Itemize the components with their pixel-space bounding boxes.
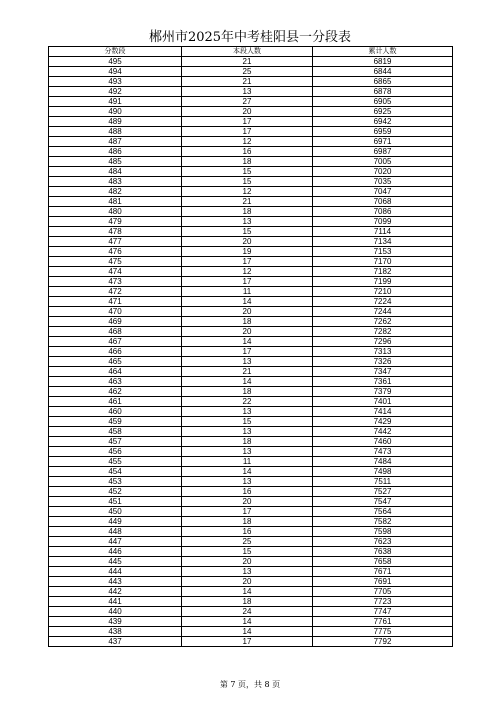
cell-score: 492 — [49, 87, 182, 97]
cell-cumulative-count: 7484 — [313, 457, 453, 467]
cell-cumulative-count: 7792 — [313, 637, 453, 647]
cell-cumulative-count: 6819 — [313, 57, 453, 67]
cell-cumulative-count: 7379 — [313, 387, 453, 397]
cell-score: 438 — [49, 627, 182, 637]
table-row — [49, 317, 453, 327]
cell-segment-count: 20 — [182, 327, 313, 337]
cell-score: 462 — [49, 387, 182, 397]
cell-score: 451 — [49, 497, 182, 507]
cell-score: 441 — [49, 597, 182, 607]
cell-segment-count: 25 — [182, 537, 313, 547]
cell-score: 448 — [49, 527, 182, 537]
cell-score: 461 — [49, 397, 182, 407]
table-row — [49, 587, 453, 597]
cell-segment-count: 14 — [182, 467, 313, 477]
table-row — [49, 267, 453, 277]
cell-segment-count: 17 — [182, 637, 313, 647]
cell-cumulative-count: 7262 — [313, 317, 453, 327]
cell-cumulative-count: 7326 — [313, 357, 453, 367]
cell-cumulative-count: 6942 — [313, 117, 453, 127]
table-row — [49, 577, 453, 587]
table-row — [49, 127, 453, 137]
cell-cumulative-count: 7005 — [313, 157, 453, 167]
cell-segment-count: 15 — [182, 227, 313, 237]
cell-score: 481 — [49, 197, 182, 207]
cell-cumulative-count: 7429 — [313, 417, 453, 427]
cell-cumulative-count: 7527 — [313, 487, 453, 497]
table-row — [49, 407, 453, 417]
cell-cumulative-count: 7020 — [313, 167, 453, 177]
table-row — [49, 357, 453, 367]
cell-score: 445 — [49, 557, 182, 567]
cell-cumulative-count: 7638 — [313, 547, 453, 557]
table-row — [49, 557, 453, 567]
cell-segment-count: 17 — [182, 347, 313, 357]
table-row — [49, 537, 453, 547]
cell-segment-count: 21 — [182, 57, 313, 67]
cell-cumulative-count: 6959 — [313, 127, 453, 137]
cell-score: 489 — [49, 117, 182, 127]
table-row — [49, 527, 453, 537]
cell-segment-count: 12 — [182, 137, 313, 147]
table-row — [49, 617, 453, 627]
cell-segment-count: 18 — [182, 437, 313, 447]
table-row — [49, 517, 453, 527]
cell-segment-count: 16 — [182, 527, 313, 537]
cell-segment-count: 22 — [182, 397, 313, 407]
cell-segment-count: 21 — [182, 197, 313, 207]
cell-score: 460 — [49, 407, 182, 417]
cell-cumulative-count: 7414 — [313, 407, 453, 417]
cell-segment-count: 14 — [182, 627, 313, 637]
cell-cumulative-count: 7244 — [313, 307, 453, 317]
cell-cumulative-count: 7153 — [313, 247, 453, 257]
cell-cumulative-count: 7723 — [313, 597, 453, 607]
table-row — [49, 217, 453, 227]
cell-cumulative-count: 7068 — [313, 197, 453, 207]
table-row — [49, 297, 453, 307]
cell-score: 488 — [49, 127, 182, 137]
cell-score: 463 — [49, 377, 182, 387]
cell-cumulative-count: 7047 — [313, 187, 453, 197]
cell-segment-count: 20 — [182, 107, 313, 117]
cell-cumulative-count: 7035 — [313, 177, 453, 187]
cell-score: 453 — [49, 477, 182, 487]
table-row — [49, 547, 453, 557]
cell-score: 479 — [49, 217, 182, 227]
cell-score: 457 — [49, 437, 182, 447]
cell-score: 465 — [49, 357, 182, 367]
cell-score: 487 — [49, 137, 182, 147]
table-row — [49, 307, 453, 317]
cell-score: 474 — [49, 267, 182, 277]
table-row — [49, 147, 453, 157]
cell-segment-count: 18 — [182, 157, 313, 167]
header-cumulative-count: 累计人数 — [313, 47, 453, 57]
cell-score: 449 — [49, 517, 182, 527]
cell-segment-count: 15 — [182, 417, 313, 427]
cell-cumulative-count: 7658 — [313, 557, 453, 567]
cell-score: 477 — [49, 237, 182, 247]
table-row — [49, 387, 453, 397]
table-row — [49, 107, 453, 117]
cell-cumulative-count: 7347 — [313, 367, 453, 377]
cell-cumulative-count: 7498 — [313, 467, 453, 477]
cell-cumulative-count: 7313 — [313, 347, 453, 357]
cell-score: 447 — [49, 537, 182, 547]
cell-cumulative-count: 6925 — [313, 107, 453, 117]
table-row — [49, 97, 453, 107]
page-title: 郴州市2025年中考桂阳县一分段表 — [148, 30, 352, 45]
table-row — [49, 337, 453, 347]
cell-score: 470 — [49, 307, 182, 317]
page-footer: 第 7 页，共 8 页 — [219, 680, 281, 689]
cell-score: 454 — [49, 467, 182, 477]
table-row — [49, 57, 453, 67]
cell-score: 493 — [49, 77, 182, 87]
cell-cumulative-count: 7170 — [313, 257, 453, 267]
cell-score: 476 — [49, 247, 182, 257]
cell-score: 467 — [49, 337, 182, 347]
table-row — [49, 117, 453, 127]
table-row — [49, 237, 453, 247]
cell-segment-count: 15 — [182, 177, 313, 187]
table-row — [49, 417, 453, 427]
cell-segment-count: 13 — [182, 357, 313, 367]
cell-score: 469 — [49, 317, 182, 327]
table-row — [49, 77, 453, 87]
table-row — [49, 277, 453, 287]
cell-score: 495 — [49, 57, 182, 67]
cell-score: 480 — [49, 207, 182, 217]
cell-score: 472 — [49, 287, 182, 297]
cell-score: 471 — [49, 297, 182, 307]
cell-segment-count: 14 — [182, 587, 313, 597]
cell-cumulative-count: 6987 — [313, 147, 453, 157]
cell-segment-count: 19 — [182, 247, 313, 257]
cell-cumulative-count: 7199 — [313, 277, 453, 287]
table-row — [49, 597, 453, 607]
table-row — [49, 427, 453, 437]
cell-segment-count: 20 — [182, 557, 313, 567]
cell-segment-count: 15 — [182, 547, 313, 557]
header-score-range: 分数段 — [49, 47, 182, 57]
cell-segment-count: 15 — [182, 167, 313, 177]
cell-segment-count: 20 — [182, 237, 313, 247]
cell-segment-count: 21 — [182, 367, 313, 377]
table-row — [49, 347, 453, 357]
table-row — [49, 327, 453, 337]
cell-score: 443 — [49, 577, 182, 587]
table-row — [49, 497, 453, 507]
cell-cumulative-count: 6905 — [313, 97, 453, 107]
cell-score: 466 — [49, 347, 182, 357]
table-row — [49, 377, 453, 387]
cell-segment-count: 14 — [182, 617, 313, 627]
table-row — [49, 287, 453, 297]
cell-segment-count: 13 — [182, 477, 313, 487]
table-row — [49, 437, 453, 447]
table-row — [49, 467, 453, 477]
cell-score: 439 — [49, 617, 182, 627]
table-row — [49, 507, 453, 517]
cell-segment-count: 18 — [182, 597, 313, 607]
cell-segment-count: 16 — [182, 487, 313, 497]
cell-segment-count: 18 — [182, 387, 313, 397]
cell-segment-count: 13 — [182, 87, 313, 97]
cell-score: 446 — [49, 547, 182, 557]
cell-score: 482 — [49, 187, 182, 197]
cell-cumulative-count: 7361 — [313, 377, 453, 387]
cell-score: 490 — [49, 107, 182, 117]
cell-segment-count: 12 — [182, 267, 313, 277]
cell-segment-count: 17 — [182, 127, 313, 137]
cell-cumulative-count: 6971 — [313, 137, 453, 147]
table-row — [49, 157, 453, 167]
cell-score: 485 — [49, 157, 182, 167]
header-segment-count: 本段人数 — [182, 47, 313, 57]
cell-score: 484 — [49, 167, 182, 177]
cell-cumulative-count: 7691 — [313, 577, 453, 587]
cell-score: 483 — [49, 177, 182, 187]
cell-segment-count: 14 — [182, 297, 313, 307]
cell-segment-count: 18 — [182, 207, 313, 217]
cell-cumulative-count: 7623 — [313, 537, 453, 547]
table-row — [49, 247, 453, 257]
cell-score: 494 — [49, 67, 182, 77]
cell-cumulative-count: 6865 — [313, 77, 453, 87]
cell-cumulative-count: 7511 — [313, 477, 453, 487]
cell-cumulative-count: 7582 — [313, 517, 453, 527]
cell-score: 468 — [49, 327, 182, 337]
cell-cumulative-count: 7460 — [313, 437, 453, 447]
cell-segment-count: 18 — [182, 517, 313, 527]
cell-cumulative-count: 7671 — [313, 567, 453, 577]
table-row — [49, 627, 453, 637]
cell-segment-count: 13 — [182, 447, 313, 457]
cell-score: 440 — [49, 607, 182, 617]
cell-cumulative-count: 7401 — [313, 397, 453, 407]
cell-cumulative-count: 7747 — [313, 607, 453, 617]
table-row — [49, 487, 453, 497]
cell-cumulative-count: 7086 — [313, 207, 453, 217]
score-distribution-table — [48, 46, 453, 647]
cell-cumulative-count: 7775 — [313, 627, 453, 637]
table-header-row — [49, 47, 453, 57]
cell-score: 478 — [49, 227, 182, 237]
cell-cumulative-count: 7134 — [313, 237, 453, 247]
cell-segment-count: 21 — [182, 77, 313, 87]
cell-score: 459 — [49, 417, 182, 427]
cell-segment-count: 20 — [182, 577, 313, 587]
cell-cumulative-count: 6878 — [313, 87, 453, 97]
cell-segment-count: 20 — [182, 307, 313, 317]
table-row — [49, 187, 453, 197]
table-row — [49, 167, 453, 177]
cell-segment-count: 13 — [182, 217, 313, 227]
cell-score: 491 — [49, 97, 182, 107]
cell-segment-count: 13 — [182, 567, 313, 577]
cell-score: 452 — [49, 487, 182, 497]
cell-segment-count: 11 — [182, 457, 313, 467]
table-row — [49, 477, 453, 487]
cell-cumulative-count: 7182 — [313, 267, 453, 277]
cell-segment-count: 25 — [182, 67, 313, 77]
table-row — [49, 637, 453, 647]
cell-score: 437 — [49, 637, 182, 647]
cell-segment-count: 14 — [182, 377, 313, 387]
cell-score: 444 — [49, 567, 182, 577]
cell-score: 475 — [49, 257, 182, 267]
table-row — [49, 177, 453, 187]
cell-segment-count: 16 — [182, 147, 313, 157]
table-body — [49, 57, 453, 647]
cell-segment-count: 20 — [182, 497, 313, 507]
cell-cumulative-count: 7705 — [313, 587, 453, 597]
cell-cumulative-count: 7282 — [313, 327, 453, 337]
cell-cumulative-count: 7598 — [313, 527, 453, 537]
cell-cumulative-count: 6844 — [313, 67, 453, 77]
cell-cumulative-count: 7442 — [313, 427, 453, 437]
table-row — [49, 137, 453, 147]
table-row — [49, 87, 453, 97]
table-row — [49, 567, 453, 577]
cell-cumulative-count: 7761 — [313, 617, 453, 627]
cell-score: 464 — [49, 367, 182, 377]
cell-segment-count: 24 — [182, 607, 313, 617]
table-row — [49, 227, 453, 237]
table-row — [49, 397, 453, 407]
table-row — [49, 447, 453, 457]
cell-segment-count: 27 — [182, 97, 313, 107]
cell-cumulative-count: 7296 — [313, 337, 453, 347]
cell-score: 486 — [49, 147, 182, 157]
cell-score: 473 — [49, 277, 182, 287]
table-row — [49, 257, 453, 267]
cell-segment-count: 17 — [182, 257, 313, 267]
cell-score: 456 — [49, 447, 182, 457]
cell-segment-count: 11 — [182, 287, 313, 297]
cell-score: 455 — [49, 457, 182, 467]
cell-cumulative-count: 7210 — [313, 287, 453, 297]
cell-score: 442 — [49, 587, 182, 597]
cell-segment-count: 13 — [182, 407, 313, 417]
cell-cumulative-count: 7564 — [313, 507, 453, 517]
table-row — [49, 197, 453, 207]
cell-segment-count: 12 — [182, 187, 313, 197]
cell-segment-count: 18 — [182, 317, 313, 327]
cell-cumulative-count: 7224 — [313, 297, 453, 307]
cell-segment-count: 14 — [182, 337, 313, 347]
table-row — [49, 457, 453, 467]
cell-segment-count: 17 — [182, 507, 313, 517]
table-row — [49, 207, 453, 217]
table-row — [49, 67, 453, 77]
cell-cumulative-count: 7547 — [313, 497, 453, 507]
cell-segment-count: 17 — [182, 117, 313, 127]
cell-segment-count: 17 — [182, 277, 313, 287]
table-row — [49, 367, 453, 377]
cell-score: 458 — [49, 427, 182, 437]
cell-cumulative-count: 7099 — [313, 217, 453, 227]
cell-segment-count: 13 — [182, 427, 313, 437]
cell-score: 450 — [49, 507, 182, 517]
table-row — [49, 607, 453, 617]
cell-cumulative-count: 7473 — [313, 447, 453, 457]
cell-cumulative-count: 7114 — [313, 227, 453, 237]
